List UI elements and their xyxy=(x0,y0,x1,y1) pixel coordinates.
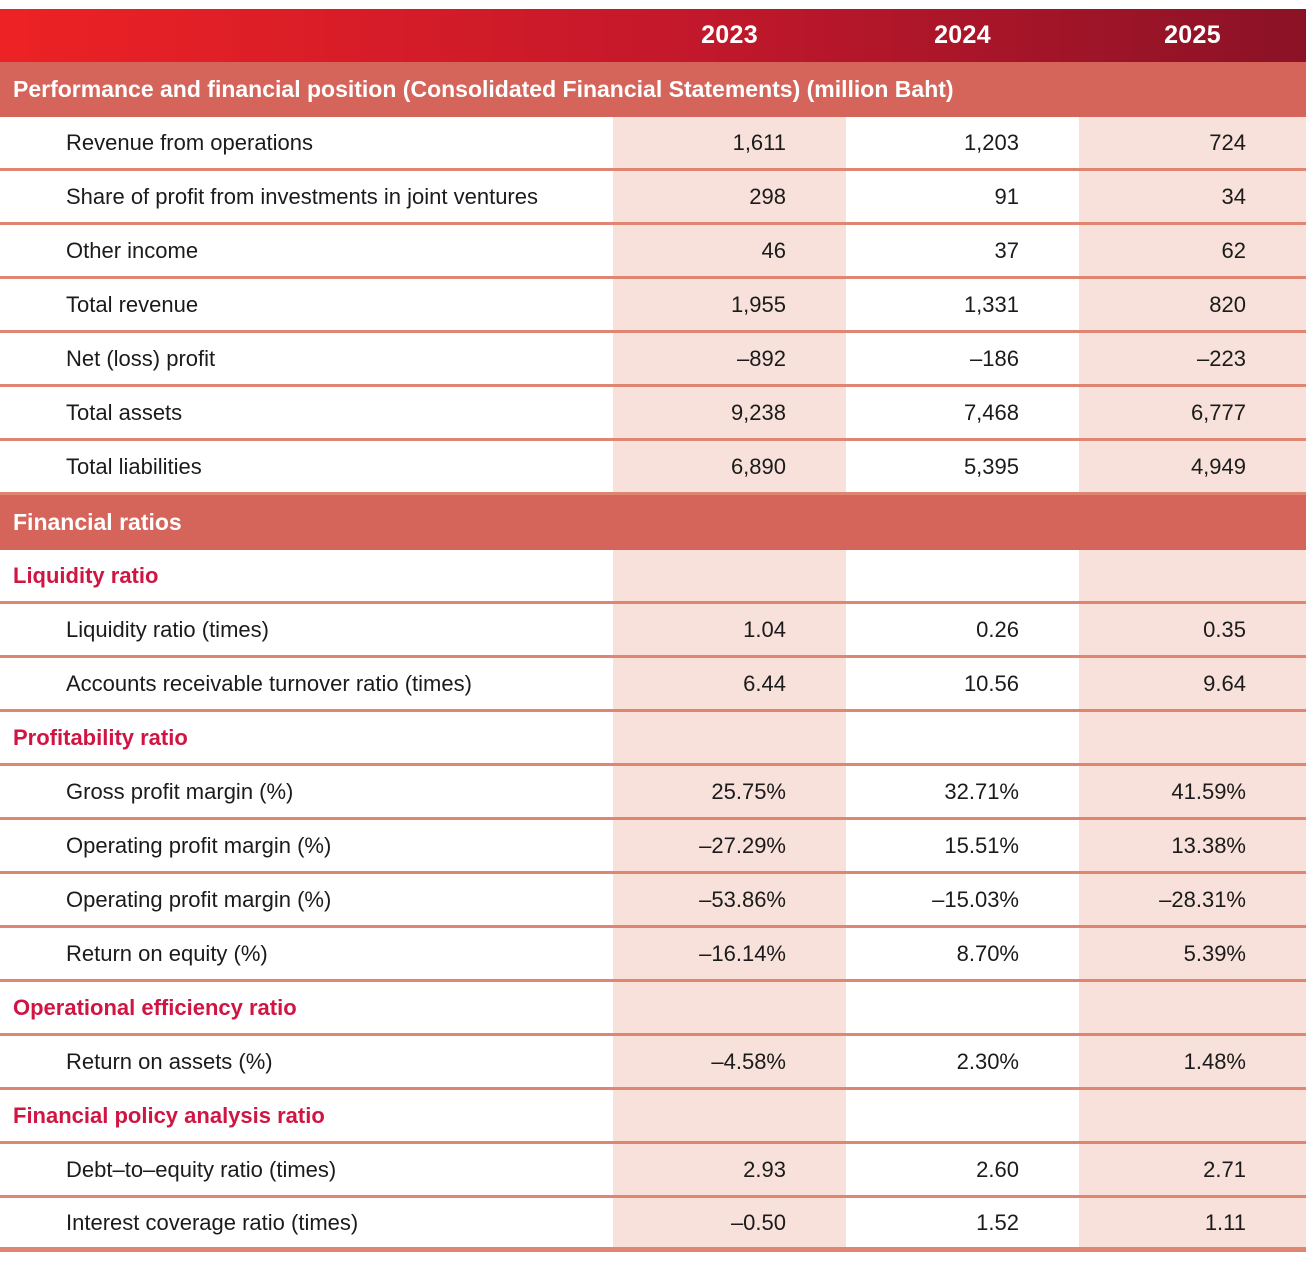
table-row xyxy=(0,820,1306,874)
value-2023: –16.14% xyxy=(613,928,846,979)
value-2024: 8.70% xyxy=(846,928,1079,979)
value-2024: 10.56 xyxy=(846,658,1079,709)
value-2025: 34 xyxy=(1079,171,1306,222)
row-label: Total liabilities xyxy=(66,453,202,479)
subheader-row-profitability xyxy=(0,712,1306,766)
row-label: Accounts receivable turnover ratio (times) xyxy=(66,670,472,696)
value-2025: 0.35 xyxy=(1079,604,1306,655)
table-row xyxy=(0,928,1306,982)
row-label: Share of profit from investments in joint ventures xyxy=(66,183,538,209)
empty-cell xyxy=(613,982,846,1033)
year-2023-header: 2023 xyxy=(701,21,758,49)
value-2023: 1.04 xyxy=(613,604,846,655)
empty-cell xyxy=(846,550,1079,601)
value-2023: –892 xyxy=(613,333,846,384)
row-label: Revenue from operations xyxy=(66,129,314,155)
value-2025: 820 xyxy=(1079,279,1306,330)
value-2025: 62 xyxy=(1079,225,1306,276)
table-row xyxy=(0,766,1306,820)
table-row xyxy=(0,604,1306,658)
value-2024: 5,395 xyxy=(846,441,1079,492)
value-2023: 6.44 xyxy=(613,658,846,709)
subheader-label: Operational efficiency ratio xyxy=(13,994,297,1020)
value-2023: 298 xyxy=(613,171,846,222)
value-2023: 9,238 xyxy=(613,387,846,438)
value-2023: –53.86% xyxy=(613,874,846,925)
value-2023: 1,611 xyxy=(613,117,846,168)
row-label: Debt–to–equity ratio (times) xyxy=(66,1156,337,1182)
empty-cell xyxy=(846,1090,1079,1141)
value-2025: 4,949 xyxy=(1079,441,1306,492)
table-row xyxy=(0,874,1306,928)
year-2025-header: 2025 xyxy=(1164,21,1221,49)
table-row xyxy=(0,117,1306,171)
value-2025: 1.11 xyxy=(1079,1198,1306,1247)
subheader-row-liquidity xyxy=(0,550,1306,604)
value-2024: 2.60 xyxy=(846,1144,1079,1195)
value-2025: 9.64 xyxy=(1079,658,1306,709)
table-row xyxy=(0,1036,1306,1090)
row-label: Gross profit margin (%) xyxy=(66,778,294,804)
row-label: Interest coverage ratio (times) xyxy=(66,1209,359,1235)
value-2025: 13.38% xyxy=(1079,820,1306,871)
table-row xyxy=(0,658,1306,712)
value-2024: 1,203 xyxy=(846,117,1079,168)
value-2025: 2.71 xyxy=(1079,1144,1306,1195)
value-2023: –27.29% xyxy=(613,820,846,871)
value-2023: 46 xyxy=(613,225,846,276)
row-label: Liquidity ratio (times) xyxy=(66,616,269,642)
row-label: Total revenue xyxy=(66,291,199,317)
year-header-row xyxy=(0,9,1306,62)
table-row xyxy=(0,225,1306,279)
value-2025: –223 xyxy=(1079,333,1306,384)
row-label: Operating profit margin (%) xyxy=(66,832,332,858)
table-row xyxy=(0,279,1306,333)
table-row xyxy=(0,441,1306,495)
value-2024: 1.52 xyxy=(846,1198,1079,1247)
row-label: Return on equity (%) xyxy=(66,940,268,966)
empty-cell xyxy=(1079,1090,1306,1141)
value-2024: 15.51% xyxy=(846,820,1079,871)
subheader-row-operational-efficiency xyxy=(0,982,1306,1036)
row-label: Net (loss) profit xyxy=(66,345,216,371)
empty-cell xyxy=(1079,982,1306,1033)
empty-cell xyxy=(613,712,846,763)
value-2025: 5.39% xyxy=(1079,928,1306,979)
value-2025: –28.31% xyxy=(1079,874,1306,925)
row-label: Other income xyxy=(66,237,199,263)
value-2024: –15.03% xyxy=(846,874,1079,925)
subheader-label: Liquidity ratio xyxy=(13,562,159,588)
value-2024: 0.26 xyxy=(846,604,1079,655)
value-2025: 6,777 xyxy=(1079,387,1306,438)
value-2024: 37 xyxy=(846,225,1079,276)
value-2024: –186 xyxy=(846,333,1079,384)
value-2024: 2.30% xyxy=(846,1036,1079,1087)
year-2024-header: 2024 xyxy=(934,21,991,49)
empty-cell xyxy=(613,1090,846,1141)
value-2025: 41.59% xyxy=(1079,766,1306,817)
value-2025: 1.48% xyxy=(1079,1036,1306,1087)
value-2023: 2.93 xyxy=(613,1144,846,1195)
empty-cell xyxy=(1079,550,1306,601)
subheader-label: Financial policy analysis ratio xyxy=(13,1102,325,1128)
value-2023: 1,955 xyxy=(613,279,846,330)
empty-cell xyxy=(613,550,846,601)
empty-cell xyxy=(1079,712,1306,763)
value-2025: 724 xyxy=(1079,117,1306,168)
value-2023: 6,890 xyxy=(613,441,846,492)
row-label: Total assets xyxy=(66,399,183,425)
table-row xyxy=(0,171,1306,225)
table-row xyxy=(0,387,1306,441)
table-row xyxy=(0,1198,1306,1252)
value-2024: 1,331 xyxy=(846,279,1079,330)
table-row xyxy=(0,333,1306,387)
subheader-row-financial-policy xyxy=(0,1090,1306,1144)
section-header-performance: Performance and financial position (Consolidated Financial Statements) (million Baht) xyxy=(0,62,1306,117)
row-label: Return on assets (%) xyxy=(66,1048,273,1074)
subheader-label: Profitability ratio xyxy=(13,724,188,750)
value-2024: 32.71% xyxy=(846,766,1079,817)
table-row xyxy=(0,1144,1306,1198)
value-2023: –4.58% xyxy=(613,1036,846,1087)
value-2023: –0.50 xyxy=(613,1198,846,1247)
empty-cell xyxy=(846,982,1079,1033)
value-2023: 25.75% xyxy=(613,766,846,817)
value-2024: 7,468 xyxy=(846,387,1079,438)
row-label: Operating profit margin (%) xyxy=(66,886,332,912)
empty-cell xyxy=(846,712,1079,763)
value-2024: 91 xyxy=(846,171,1079,222)
section-header-financial-ratios: Financial ratios xyxy=(0,495,1306,550)
